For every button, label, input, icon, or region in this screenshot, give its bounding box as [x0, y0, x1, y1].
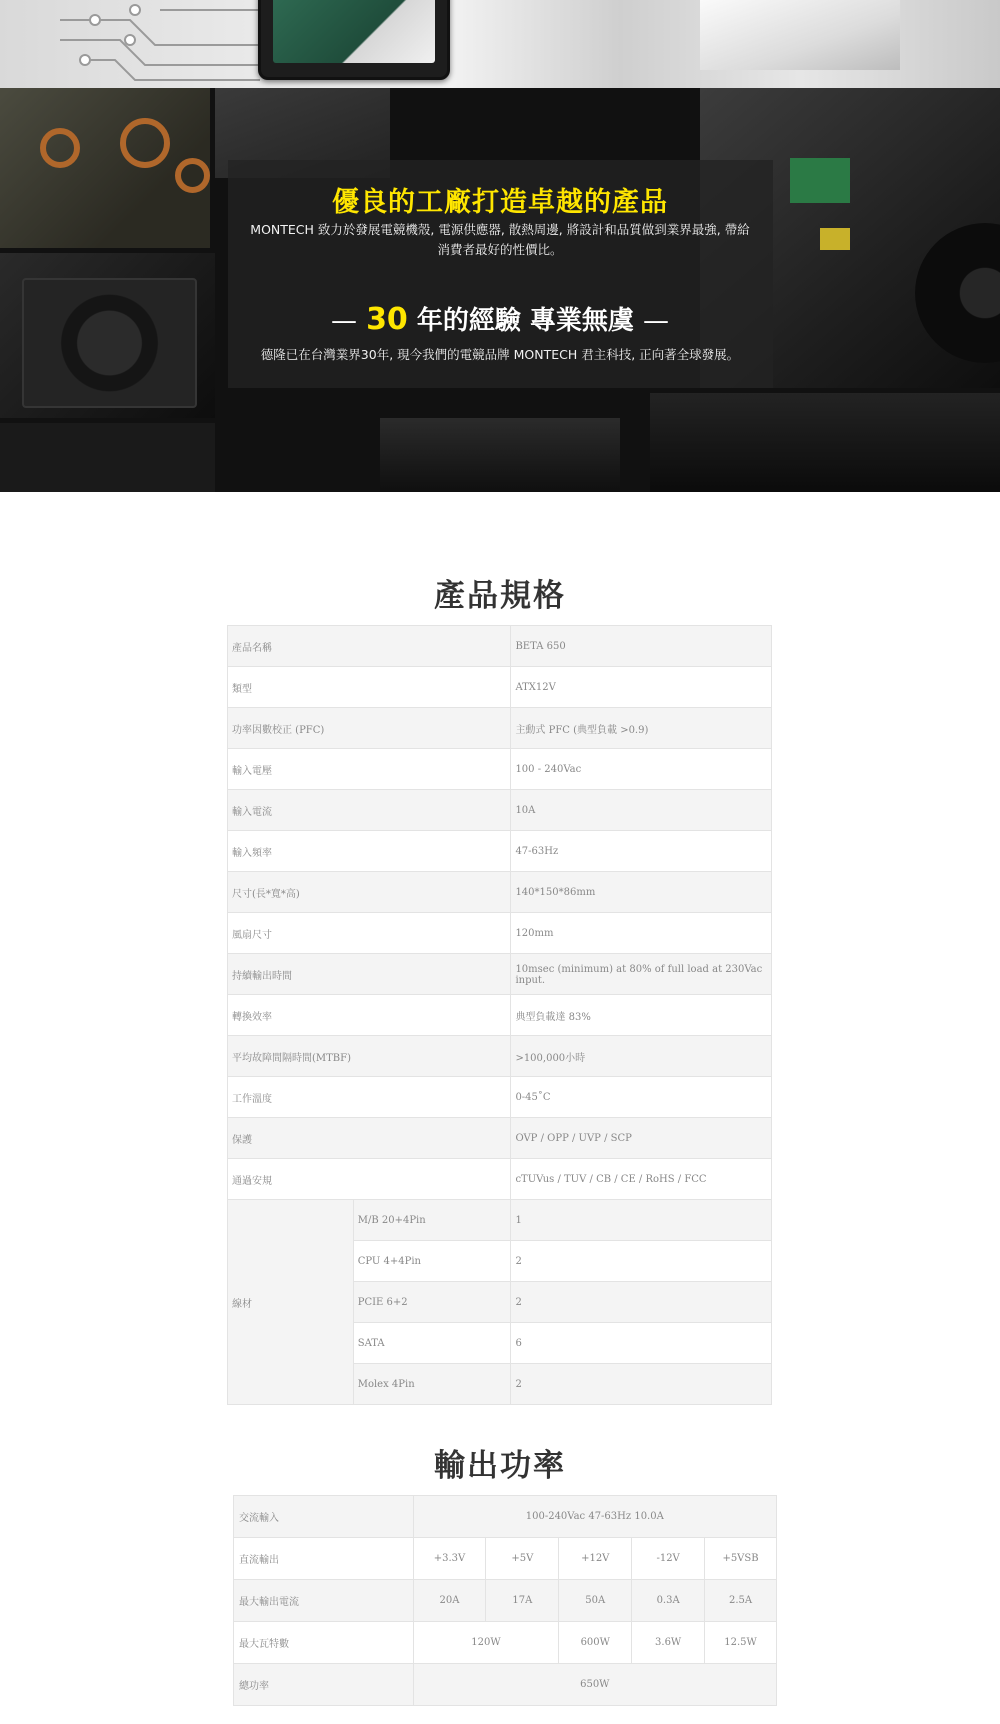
output-section-title: 輸出功率 — [434, 1448, 566, 1484]
banner-sub-description: 德隆已在台灣業界30年, 現今我們的電競品牌 MONTECH 君主科技, 正向著全球發展。 — [260, 347, 740, 362]
spec-value: cTUVus / TUV / CB / CE / RoHS / FCC — [511, 1159, 772, 1200]
table-row — [228, 749, 772, 790]
total-power-label: 總功率 — [234, 1664, 414, 1706]
table-row — [228, 1200, 772, 1241]
spec-label: 輸入電流 — [228, 790, 511, 831]
watt-12v-value: 600W — [559, 1622, 632, 1664]
dash-right: — — [643, 306, 669, 336]
table-row — [228, 913, 772, 954]
years-number: 30 — [366, 302, 408, 337]
circuit-lines-graphic — [60, 0, 270, 88]
cable-count: 2 — [511, 1241, 772, 1282]
cable-count: 6 — [511, 1323, 772, 1364]
table-row — [228, 995, 772, 1036]
spec-value: 140*150*86mm — [511, 872, 772, 913]
table-row — [228, 708, 772, 749]
ac-input-label: 交流輸入 — [234, 1496, 414, 1538]
max-current-value: 50A — [559, 1580, 632, 1622]
rail-header: +5V — [486, 1538, 559, 1580]
psu-fan-photo — [22, 278, 197, 408]
table-row — [228, 1036, 772, 1077]
sub-headline-text: 年的經驗 專業無虞 — [416, 306, 634, 336]
spec-value: 10msec (minimum) at 80% of full load at 230Vac input. — [511, 954, 772, 995]
rail-header: +3.3V — [413, 1538, 486, 1580]
table-row — [234, 1622, 777, 1664]
watt-combined-value: 120W — [413, 1622, 559, 1664]
table-row — [228, 831, 772, 872]
cable-count: 2 — [511, 1282, 772, 1323]
spec-label: 尺寸(長*寬*高) — [228, 872, 511, 913]
spec-section-title: 產品規格 — [434, 578, 566, 614]
white-box-photo — [700, 0, 900, 70]
total-power-value: 650W — [413, 1664, 776, 1706]
circuit-board-photo — [0, 88, 210, 248]
spec-label: 風扇尺寸 — [228, 913, 511, 954]
table-row — [234, 1538, 777, 1580]
spec-value: 0-45˚C — [511, 1077, 772, 1118]
capacitor-photo — [380, 418, 620, 492]
factory-banner — [0, 88, 1000, 492]
psu-top-photo — [650, 393, 1000, 492]
rail-header: +12V — [559, 1538, 632, 1580]
banner-headline: 優良的工廠打造卓越的產品 — [332, 187, 668, 218]
output-power-table — [233, 1495, 777, 1706]
table-row — [228, 1118, 772, 1159]
spec-value: BETA 650 — [511, 626, 772, 667]
table-row — [228, 667, 772, 708]
table-row — [228, 1077, 772, 1118]
spec-label: 保護 — [228, 1118, 511, 1159]
yellow-component-photo — [820, 228, 850, 250]
max-current-value: 0.3A — [632, 1580, 705, 1622]
dash-left: — — [331, 306, 357, 336]
spec-label: 輸入頻率 — [228, 831, 511, 872]
dc-output-label: 直流輸出 — [234, 1538, 414, 1580]
max-current-value: 2.5A — [705, 1580, 777, 1622]
max-current-label: 最大輸出電流 — [234, 1580, 414, 1622]
cable-name: Molex 4Pin — [353, 1364, 511, 1405]
ac-input-value: 100-240Vac 47-63Hz 10.0A — [413, 1496, 776, 1538]
cable-group-label: 線材 — [228, 1200, 354, 1405]
cable-count: 2 — [511, 1364, 772, 1405]
spec-value: >100,000小時 — [511, 1036, 772, 1077]
spec-value: 47-63Hz — [511, 831, 772, 872]
spec-value: 10A — [511, 790, 772, 831]
table-row — [234, 1664, 777, 1706]
cable-count: 1 — [511, 1200, 772, 1241]
spec-label: 工作溫度 — [228, 1077, 511, 1118]
watt-neg12v-value: 3.6W — [632, 1622, 705, 1664]
rail-header: -12V — [632, 1538, 705, 1580]
spec-value: ATX12V — [511, 667, 772, 708]
cable-name: M/B 20+4Pin — [353, 1200, 511, 1241]
spec-value: 主動式 PFC (典型負載 >0.9) — [511, 708, 772, 749]
table-row — [228, 1159, 772, 1200]
table-row — [234, 1496, 777, 1538]
cable-name: PCIE 6+2 — [353, 1282, 511, 1323]
spec-value: OVP / OPP / UVP / SCP — [511, 1118, 772, 1159]
spec-label: 通過安規 — [228, 1159, 511, 1200]
spec-label: 轉換效率 — [228, 995, 511, 1036]
mesh-photo — [0, 423, 215, 492]
max-watt-label: 最大瓦特數 — [234, 1622, 414, 1664]
banner-sub-headline — [0, 300, 1000, 337]
spec-label: 功率因數校正 (PFC) — [228, 708, 511, 749]
table-row — [228, 954, 772, 995]
rail-header: +5VSB — [705, 1538, 777, 1580]
top-photo-strip — [0, 0, 1000, 88]
spec-value: 120mm — [511, 913, 772, 954]
tablet-photo — [258, 0, 450, 80]
table-row — [234, 1580, 777, 1622]
spec-label: 平均故障間隔時間(MTBF) — [228, 1036, 511, 1077]
table-row — [228, 626, 772, 667]
cable-name: CPU 4+4Pin — [353, 1241, 511, 1282]
spec-table — [227, 625, 772, 1405]
watt-5vsb-value: 12.5W — [705, 1622, 777, 1664]
spec-label: 類型 — [228, 667, 511, 708]
spec-value: 100 - 240Vac — [511, 749, 772, 790]
cable-name: SATA — [353, 1323, 511, 1364]
spec-label: 輸入電壓 — [228, 749, 511, 790]
table-row — [228, 790, 772, 831]
spec-label: 產品名稱 — [228, 626, 511, 667]
max-current-value: 20A — [413, 1580, 486, 1622]
banner-description: MONTECH 致力於發展電競機殼, 電源供應器, 散熱周邊, 將設計和品質做到業界最強, 帶給消費者最好的性價比。 — [250, 222, 750, 257]
max-current-value: 17A — [486, 1580, 559, 1622]
spec-label: 持續輸出時間 — [228, 954, 511, 995]
table-row — [228, 872, 772, 913]
spec-value: 典型負載達 83% — [511, 995, 772, 1036]
